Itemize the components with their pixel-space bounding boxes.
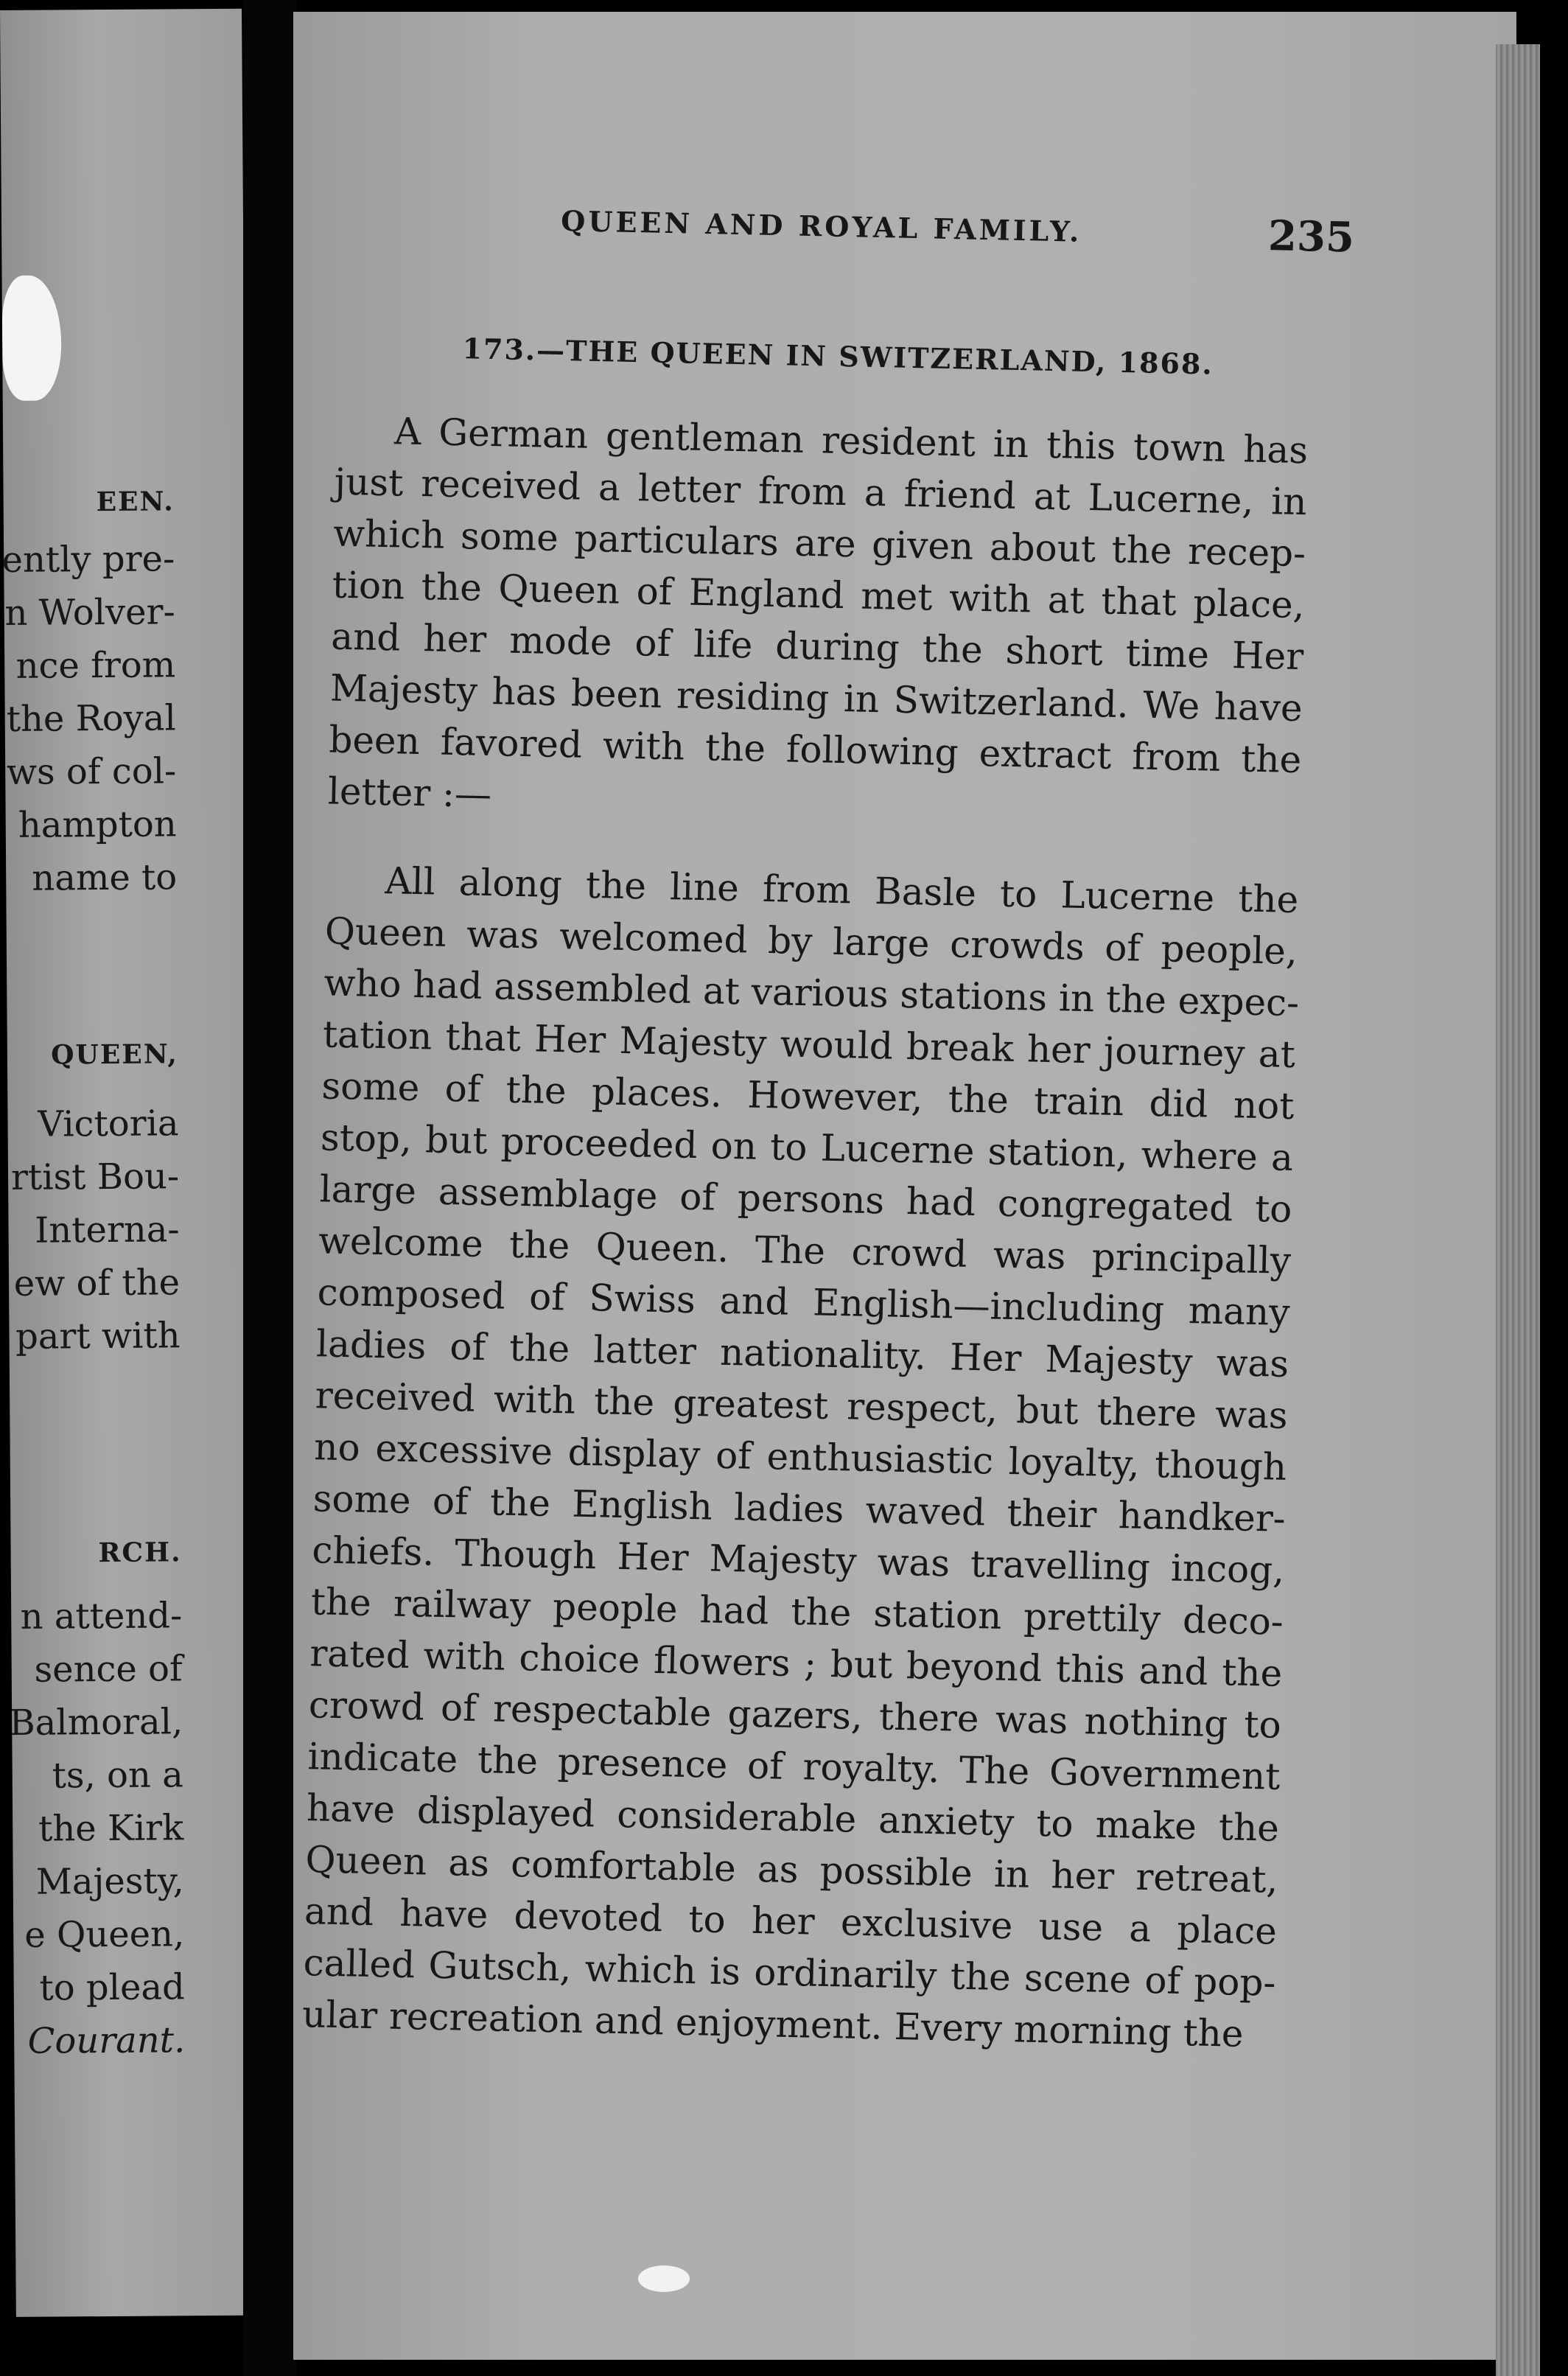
left-page-line: EEN. xyxy=(96,486,175,518)
paragraph-line: just received a letter from a friend at Lucerne, in xyxy=(334,460,1308,524)
paper-blemish xyxy=(638,2265,690,2292)
left-page-line: Majesty, xyxy=(35,1860,184,1903)
paragraph-line: been favored with the following extract from the xyxy=(328,718,1302,782)
left-page-line: to plead xyxy=(39,1966,185,2009)
left-page-line: RCH. xyxy=(98,1537,182,1569)
left-page-line: the Kirk xyxy=(38,1807,184,1850)
paper-blemish xyxy=(2,275,62,401)
left-page-line: Interna- xyxy=(35,1209,180,1251)
left-page-line: n Wolver- xyxy=(4,591,175,634)
paragraph-line: ular recreation and enjoyment. Every morning the xyxy=(301,1993,1245,2055)
left-page-line: e Queen, xyxy=(24,1913,185,1956)
paragraph-line: no excessive display of enthusiastic loyalty, though xyxy=(313,1425,1287,1489)
paragraph-line: have displayed considerable anxiety to make the xyxy=(306,1786,1280,1850)
paragraph-line: welcome the Queen. The crowd was principally xyxy=(318,1219,1292,1282)
section-title: 173.—THE QUEEN IN SWITZERLAND, 1868. xyxy=(462,332,1214,381)
left-page-line: sence of xyxy=(34,1648,183,1691)
paragraph-line: and have devoted to her exclusive use a place xyxy=(304,1890,1278,1953)
paragraph-line: tion the Queen of England met with at that place, xyxy=(332,563,1306,627)
book-gutter xyxy=(243,0,296,2376)
paragraph-line: Queen as comfortable as possible in her retreat, xyxy=(305,1838,1278,1901)
paragraph-line: some of the English ladies waved their handker- xyxy=(312,1477,1287,1540)
paragraph-line: called Gutsch, which is ordinarily the scene of pop- xyxy=(303,1941,1277,2005)
page-number: 235 xyxy=(1267,212,1355,262)
left-page-line: the Royal xyxy=(6,697,176,740)
paragraph-line: crowd of respectable gazers, there was nothing to xyxy=(308,1683,1282,1747)
paragraph-line: All along the line from Basle to Lucerne the xyxy=(384,859,1299,922)
left-page-line: Balmoral, xyxy=(9,1701,183,1744)
paragraph-line: letter :— xyxy=(327,769,492,817)
left-page-line: n attend- xyxy=(20,1595,183,1638)
page-edge xyxy=(1496,44,1540,2376)
left-page-line: ently pre- xyxy=(1,538,175,581)
book-page xyxy=(293,12,1516,2360)
paragraph-line: some of the places. However, the train did not xyxy=(321,1064,1295,1128)
left-page-line: ws of col- xyxy=(6,750,177,793)
left-page-line: name to xyxy=(32,856,178,899)
previous-page-fragment xyxy=(0,9,258,2317)
paragraph-line: A German gentleman resident in this town has xyxy=(393,410,1309,472)
left-page-line: hampton xyxy=(18,803,177,846)
paragraph-line: stop, but proceeded on to Lucerne station, where a xyxy=(320,1116,1294,1180)
paragraph-line: indicate the presence of royalty. The Government xyxy=(307,1735,1281,1798)
paragraph-line: and her mode of life during the short time Her xyxy=(330,615,1304,679)
paragraph-line: the railway people had the station prettily deco- xyxy=(310,1580,1284,1643)
running-head: QUEEN AND ROYAL FAMILY. xyxy=(560,203,1082,248)
paragraph-line: which some particulars are given about the recep- xyxy=(332,511,1306,576)
left-page-line: rtist Bou- xyxy=(10,1156,180,1198)
left-page-line: part with xyxy=(15,1315,181,1358)
left-page-line: Courant. xyxy=(27,2019,186,2062)
left-page-line: ew of the xyxy=(13,1262,181,1304)
paragraph-line: Majesty has been residing in Switzerland. We have xyxy=(329,666,1303,730)
page-text-block xyxy=(293,12,1516,2360)
left-page-line: ts, on a xyxy=(52,1754,183,1797)
paragraph-line: received with the greatest respect, but there was xyxy=(315,1374,1289,1437)
paragraph-line: Queen was welcomed by large crowds of people, xyxy=(324,909,1298,974)
paragraph-line: composed of Swiss and English—including many xyxy=(317,1271,1291,1334)
paragraph-line: chiefs. Though Her Majesty was travelling incog, xyxy=(311,1528,1285,1592)
left-page-line: QUEEN, xyxy=(50,1038,179,1071)
paragraph-line: tation that Her Majesty would break her journey at xyxy=(322,1013,1296,1077)
paragraph-line: rated with choice flowers ; but beyond this and the xyxy=(309,1632,1283,1695)
paragraph-line: large assemblage of persons had congregated to xyxy=(319,1167,1292,1231)
left-page-line: nce from xyxy=(15,644,176,687)
paragraph-line: ladies of the latter nationality. Her Majesty was xyxy=(315,1322,1289,1386)
left-page-line: Victoria xyxy=(38,1103,179,1145)
paragraph-line: who had assembled at various stations in the expec- xyxy=(323,961,1300,1025)
